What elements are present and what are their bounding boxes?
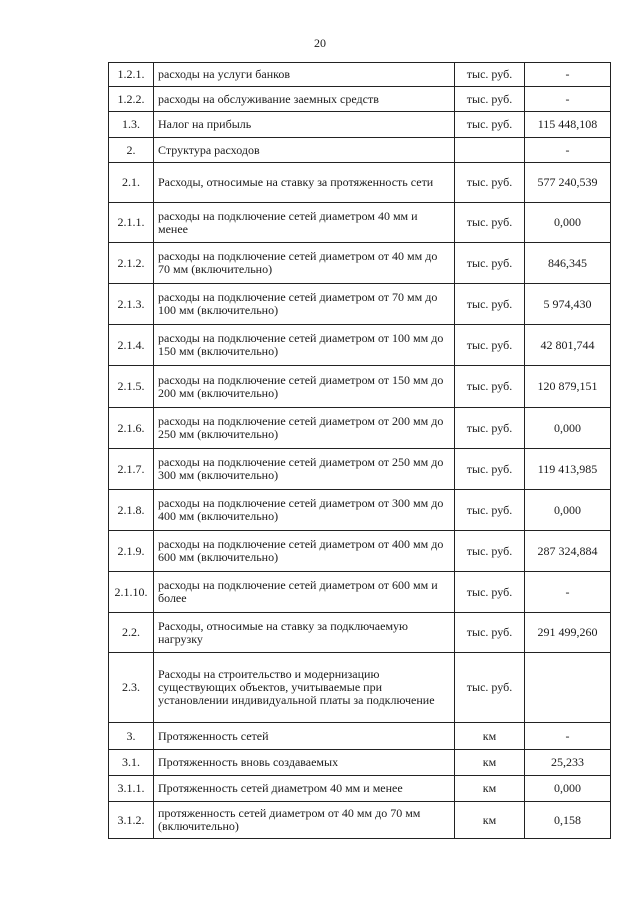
table-row [109, 138, 611, 163]
row-number-cell: 2.1.2. [109, 243, 154, 284]
row-value-cell: 42 801,744 [525, 325, 611, 366]
row-description-cell: расходы на подключение сетей диаметром от 400 мм до 600 мм (включительно) [154, 531, 455, 572]
row-value-cell: 0,158 [525, 802, 611, 839]
row-number-cell: 3.1. [109, 750, 154, 776]
row-unit-cell: км [455, 723, 525, 750]
row-number-cell: 1.3. [109, 112, 154, 138]
row-number-cell: 2.1.6. [109, 408, 154, 449]
row-description-cell: Протяженность сетей диаметром 40 мм и менее [154, 776, 455, 802]
row-value-cell: 0,000 [525, 203, 611, 243]
row-unit-cell: км [455, 776, 525, 802]
row-unit-cell: тыс. руб. [455, 203, 525, 243]
table-row [109, 572, 611, 613]
row-unit-cell: тыс. руб. [455, 490, 525, 531]
row-description-cell: расходы на подключение сетей диаметром от 40 мм до 70 мм (включительно) [154, 243, 455, 284]
row-description-cell: Налог на прибыль [154, 112, 455, 138]
table-row [109, 613, 611, 653]
row-number-cell: 2.1.8. [109, 490, 154, 531]
row-number-cell: 1.2.2. [109, 87, 154, 112]
row-value-cell: 119 413,985 [525, 449, 611, 490]
row-unit-cell: тыс. руб. [455, 408, 525, 449]
table-row [109, 112, 611, 138]
row-unit-cell: тыс. руб. [455, 531, 525, 572]
row-number-cell: 2.2. [109, 613, 154, 653]
row-value-cell: 287 324,884 [525, 531, 611, 572]
row-number-cell: 2.3. [109, 653, 154, 723]
row-number-cell: 2. [109, 138, 154, 163]
row-description-cell: расходы на подключение сетей диаметром от 250 мм до 300 мм (включительно) [154, 449, 455, 490]
row-description-cell: Расходы на строительство и модернизацию существующих объектов, учитываемые при установлении индивидуальной платы за подключение [154, 653, 455, 723]
row-number-cell: 3. [109, 723, 154, 750]
row-description-cell: Расходы, относимые на ставку за протяженность сети [154, 163, 455, 203]
table-row [109, 163, 611, 203]
row-value-cell: 846,345 [525, 243, 611, 284]
data-table [108, 62, 611, 839]
row-unit-cell: тыс. руб. [455, 325, 525, 366]
row-unit-cell: тыс. руб. [455, 243, 525, 284]
row-unit-cell: тыс. руб. [455, 63, 525, 87]
row-number-cell: 2.1.4. [109, 325, 154, 366]
table-row [109, 750, 611, 776]
table-row [109, 408, 611, 449]
row-unit-cell: тыс. руб. [455, 572, 525, 613]
row-number-cell: 2.1.9. [109, 531, 154, 572]
row-unit-cell: км [455, 802, 525, 839]
row-value-cell: - [525, 63, 611, 87]
row-unit-cell: км [455, 750, 525, 776]
row-description-cell: расходы на подключение сетей диаметром от 200 мм до 250 мм (включительно) [154, 408, 455, 449]
row-value-cell: 0,000 [525, 490, 611, 531]
row-description-cell: расходы на подключение сетей диаметром от 70 мм до 100 мм (включительно) [154, 284, 455, 325]
table-row [109, 531, 611, 572]
row-value-cell: 5 974,430 [525, 284, 611, 325]
row-value-cell: - [525, 572, 611, 613]
row-description-cell: протяженность сетей диаметром от 40 мм до 70 мм (включительно) [154, 802, 455, 839]
row-description-cell: расходы на подключение сетей диаметром от 100 мм до 150 мм (включительно) [154, 325, 455, 366]
row-value-cell: - [525, 723, 611, 750]
row-number-cell: 3.1.1. [109, 776, 154, 802]
row-number-cell: 2.1.5. [109, 366, 154, 408]
table-row [109, 723, 611, 750]
row-unit-cell: тыс. руб. [455, 284, 525, 325]
row-unit-cell: тыс. руб. [455, 163, 525, 203]
row-value-cell: 25,233 [525, 750, 611, 776]
row-unit-cell: тыс. руб. [455, 449, 525, 490]
row-description-cell: Протяженность вновь создаваемых [154, 750, 455, 776]
table-row [109, 366, 611, 408]
table-row [109, 449, 611, 490]
table-row [109, 63, 611, 87]
row-value-cell: 577 240,539 [525, 163, 611, 203]
row-unit-cell: тыс. руб. [455, 112, 525, 138]
row-number-cell: 2.1.10. [109, 572, 154, 613]
row-number-cell: 2.1.1. [109, 203, 154, 243]
table-row [109, 490, 611, 531]
table-row [109, 802, 611, 839]
row-value-cell: - [525, 87, 611, 112]
table-row [109, 325, 611, 366]
row-unit-cell: тыс. руб. [455, 613, 525, 653]
row-value-cell: 291 499,260 [525, 613, 611, 653]
row-unit-cell [455, 138, 525, 163]
row-description-cell: расходы на подключение сетей диаметром от 600 мм и более [154, 572, 455, 613]
row-number-cell: 2.1.7. [109, 449, 154, 490]
table-row [109, 243, 611, 284]
row-number-cell: 2.1.3. [109, 284, 154, 325]
row-number-cell: 1.2.1. [109, 63, 154, 87]
table-row [109, 776, 611, 802]
page-number: 20 [314, 36, 326, 50]
row-value-cell: - [525, 138, 611, 163]
row-description-cell: Протяженность сетей [154, 723, 455, 750]
row-description-cell: расходы на подключение сетей диаметром от 300 мм до 400 мм (включительно) [154, 490, 455, 531]
row-number-cell: 2.1. [109, 163, 154, 203]
row-description-cell: Расходы, относимые на ставку за подключаемую нагрузку [154, 613, 455, 653]
row-value-cell [525, 653, 611, 723]
row-description-cell: расходы на подключение сетей диаметром от 150 мм до 200 мм (включительно) [154, 366, 455, 408]
row-description-cell: расходы на обслуживание заемных средств [154, 87, 455, 112]
row-value-cell: 120 879,151 [525, 366, 611, 408]
row-value-cell: 115 448,108 [525, 112, 611, 138]
table-row [109, 87, 611, 112]
row-number-cell: 3.1.2. [109, 802, 154, 839]
row-description-cell: Структура расходов [154, 138, 455, 163]
row-description-cell: расходы на подключение сетей диаметром 40 мм и менее [154, 203, 455, 243]
row-value-cell: 0,000 [525, 408, 611, 449]
row-unit-cell: тыс. руб. [455, 87, 525, 112]
row-unit-cell: тыс. руб. [455, 653, 525, 723]
row-unit-cell: тыс. руб. [455, 366, 525, 408]
table-body [109, 63, 611, 839]
row-description-cell: расходы на услуги банков [154, 63, 455, 87]
row-value-cell: 0,000 [525, 776, 611, 802]
table-row [109, 203, 611, 243]
table-row [109, 653, 611, 723]
table-row [109, 284, 611, 325]
